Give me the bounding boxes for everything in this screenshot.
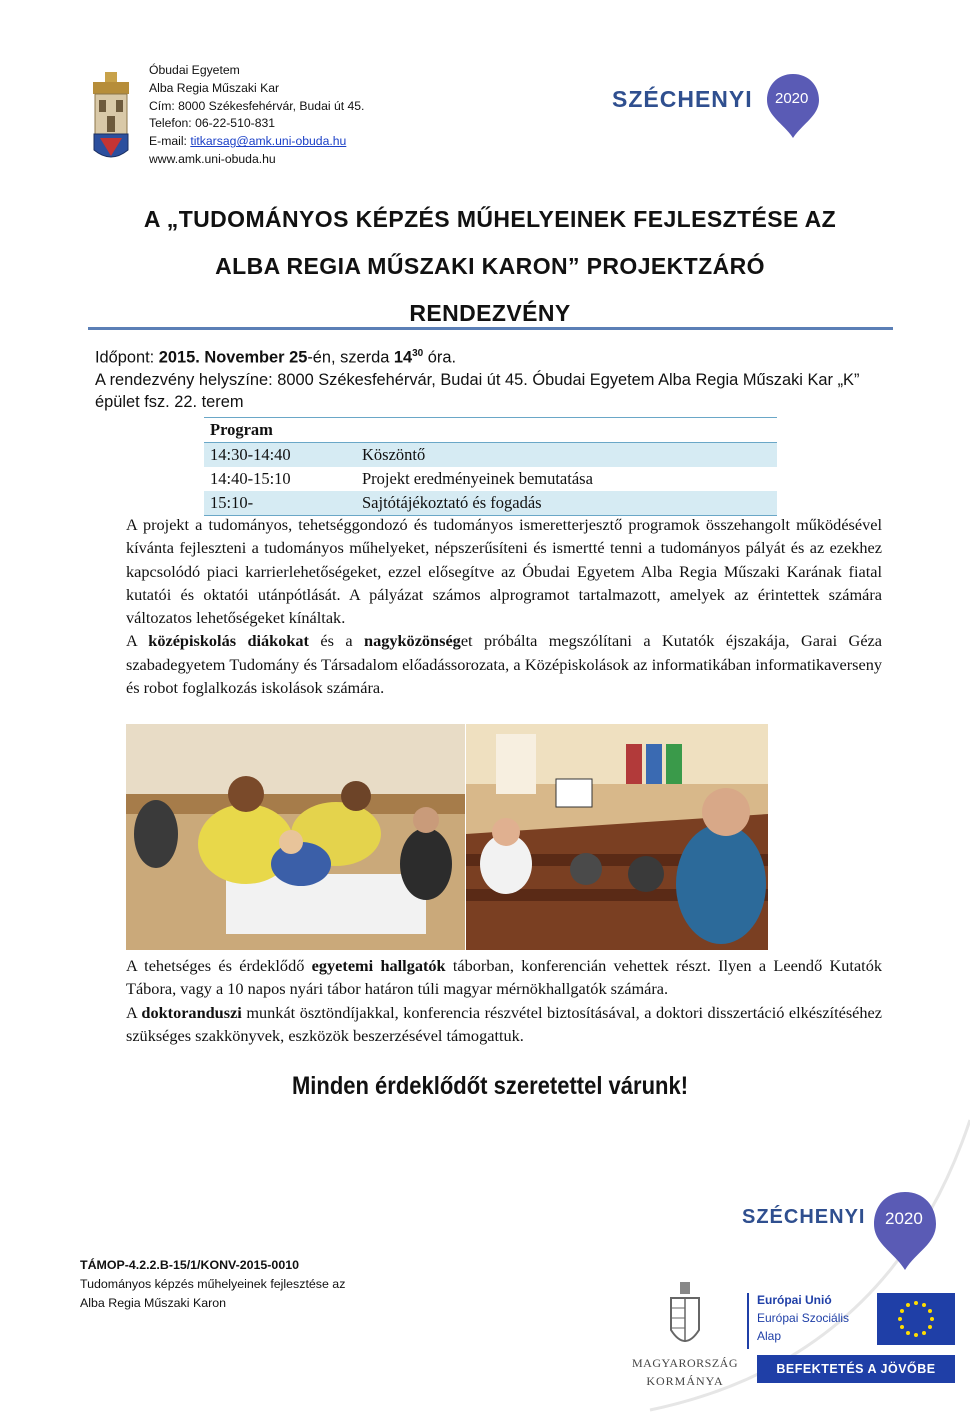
event-venue: A rendezvény helyszíne: 8000 Székesfehérvár, Budai út 45. Óbudai Egyetem Alba Regia Műszaki Kar „K” épület fsz. 22. terem: [95, 370, 860, 412]
program-table: [204, 417, 777, 516]
eu-divider: [747, 1293, 749, 1349]
event-time: [95, 343, 895, 369]
program-item: Köszöntő: [356, 443, 777, 468]
project-footer: [80, 1256, 345, 1313]
event-info: [95, 343, 895, 414]
program-row: [204, 443, 777, 468]
website-line: www.amk.uni-obuda.hu: [149, 151, 276, 166]
phone-line: Telefon: 06-22-510-831: [149, 116, 276, 131]
szechenyi-year: 2020: [885, 1209, 923, 1228]
project-name-line-1: Tudományos képzés műhelyeinek fejlesztése az: [80, 1277, 346, 1291]
email-label: E-mail:: [149, 134, 191, 149]
bold-run: egyetemi hallgatók: [311, 956, 446, 975]
event-date: 2015. November 25: [158, 348, 308, 367]
program-item: Sajtótájékoztató és fogadás: [356, 491, 777, 516]
government-name-line-1: MAGYARORSZÁG: [631, 1356, 738, 1370]
program-header-row: [204, 418, 777, 443]
eu-fund-line-1: Európai Szociális: [757, 1311, 850, 1325]
text-run: és a: [308, 631, 365, 651]
szechenyi-wordmark: SZÉCHENYI: [612, 86, 753, 112]
map-pin-icon: [870, 1190, 940, 1272]
title-line-2: ALBA REGIA MŰSZAKI KARON” PROJEKTZÁRÓ: [215, 253, 765, 279]
paragraph-highschool: [126, 629, 882, 699]
email-link[interactable]: titkarsag@amk.uni-obuda.hu: [190, 134, 347, 149]
paragraph-project: A projekt a tudományos, tehetséggondozó és tudományos ismeretterjesztő programok összehangolt működésével kívánta fejleszteni a tudományos műhelyeket, népszerűsíteni és ismertté tenni a tudományos pályát és az ezekhez kapcsolódó piaci karrierlehetőségeket, ezzel elősegítve az Óbudai Egyetem Alba Regia Műszaki Karának fiatal kutatói és oktatói utánpótlását. A pályázat számos alprogramot tartalmazott, amelyek az érintettek számára változatos lehetőségeket kínáltak.: [126, 515, 882, 628]
closing-invitation: Minden érdeklődőt szeretettel várunk!: [291, 1072, 689, 1100]
szechenyi-year: 2020: [775, 90, 809, 107]
bold-run: nagyközönség: [364, 631, 461, 651]
title-line-1: A „TUDOMÁNYOS KÉPZÉS MŰHELYEINEK FEJLESZTÉSE AZ: [143, 206, 837, 232]
paragraph-doctoral: [126, 1001, 882, 1048]
email-line: [149, 133, 364, 151]
event-minute: 30: [412, 348, 424, 359]
text-run: munkát ösztöndíjakkal, konferencia részvétel biztosításával, a doktori disszertáció elkészítéséhez szükséges szakkönyvek, eszközök beszerzésével támogattuk.: [126, 1002, 882, 1045]
szechenyi-wordmark: SZÉCHENYI: [742, 1206, 866, 1228]
program-time: 15:10-: [204, 491, 356, 516]
program-heading: Program: [204, 418, 777, 443]
invest-banner: BEFEKTETÉS A JÖVŐBE: [757, 1355, 955, 1383]
szechenyi-logo-top: [612, 72, 822, 138]
government-logo: [630, 1282, 740, 1407]
hour-suffix: óra.: [423, 348, 457, 367]
event-hour: 14: [393, 348, 413, 367]
eu-fund-line-2: Alap: [757, 1329, 782, 1343]
university-name: Óbudai Egyetem: [149, 63, 240, 77]
body-text-bottom: [126, 954, 882, 1047]
paragraph-students: [126, 954, 882, 1001]
time-label: Időpont:: [95, 348, 159, 367]
text-run: et próbálta megszólítani a Kutatók éjszakája, Garai Géza szabadegyetem Tudomány és Társadalom előadássorozata, a Középiskolások az informatikában informatikaverseny és robot foglalkozás iskolások számára.: [126, 631, 882, 698]
project-code: TÁMOP-4.2.2.B-15/1/KONV-2015-0010: [80, 1258, 299, 1272]
text-run: A: [126, 1002, 142, 1022]
title-line-3: RENDEZVÉNY: [409, 300, 571, 326]
photo-conference-hall: [466, 724, 768, 950]
faculty-name: Alba Regia Műszaki Kar: [149, 80, 280, 95]
text-run: A tehetséges és érdeklődő: [126, 956, 312, 975]
university-crest: [90, 72, 132, 162]
date-suffix: -én, szerda: [307, 348, 394, 367]
eu-name: Európai Unió: [757, 1293, 832, 1307]
page-title: [60, 196, 920, 337]
body-text-top: [126, 513, 882, 699]
eu-fund-logo: [747, 1293, 955, 1387]
institution-header: [149, 62, 364, 169]
program-time: 14:30-14:40: [204, 443, 356, 468]
title-divider: [88, 327, 893, 330]
text-run: A: [126, 631, 149, 651]
photo-children-robots: [126, 724, 465, 950]
bold-run: doktoranduszi: [141, 1002, 242, 1022]
bold-run: középiskolás diákokat: [148, 631, 309, 651]
address-line: Cím: 8000 Székesfehérvár, Budai út 45.: [149, 98, 365, 113]
government-name-line-2: KORMÁNYA: [646, 1374, 724, 1388]
szechenyi-logo-bottom: [742, 1190, 947, 1272]
project-name-line-2: Alba Regia Műszaki Karon: [80, 1296, 227, 1310]
program-row: [204, 491, 777, 516]
hungarian-coat-of-arms-icon: [668, 1282, 702, 1352]
program-row: [204, 467, 777, 491]
text-run: táborban, konferencián vehettek részt. Ilyen a Leendő Kutatók Tábora, vagy a 10 napos nyári tábor határon túli magyar mérnökhallgatók számára.: [126, 956, 882, 999]
program-time: 14:40-15:10: [210, 469, 291, 488]
eu-flag-icon: [877, 1293, 955, 1345]
program-item: Projekt eredményeinek bemutatása: [362, 469, 593, 488]
